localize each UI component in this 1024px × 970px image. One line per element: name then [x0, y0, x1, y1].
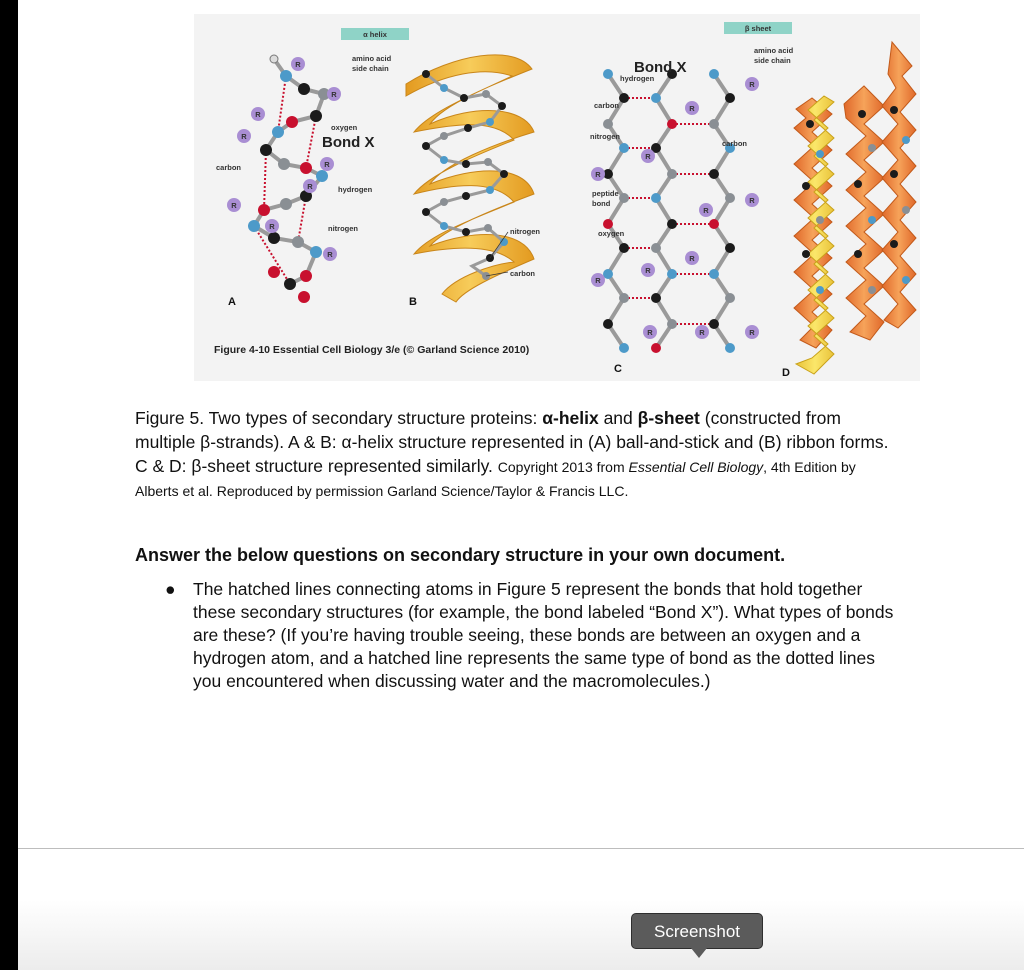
svg-text:R: R	[595, 276, 601, 285]
beta-sheet-tag-text: β sheet	[744, 24, 772, 33]
svg-text:R: R	[241, 132, 247, 141]
caption-text-1: Figure 5. Two types of secondary structure proteins:	[135, 408, 543, 428]
bottom-fade	[18, 900, 1024, 970]
hbond-1	[278, 76, 286, 132]
figure-caption	[135, 406, 895, 502]
label-hydrogen-c: hydrogen	[620, 74, 655, 83]
svg-text:R: R	[689, 104, 695, 113]
svg-text:R: R	[749, 80, 755, 89]
svg-text:R: R	[255, 110, 261, 119]
helix-ribbon	[406, 55, 534, 302]
svg-text:R: R	[269, 222, 275, 231]
page-divider	[18, 848, 1024, 849]
svg-text:R: R	[749, 196, 755, 205]
bullet-dot-icon: ●	[165, 579, 176, 599]
questions-list	[135, 578, 905, 693]
label-amino-acid-a: amino acid	[352, 54, 392, 63]
hbond-3	[264, 150, 266, 210]
caption-and: and	[598, 408, 638, 428]
label-carbon-a: carbon	[216, 163, 242, 172]
label-side-chain-a: side chain	[352, 64, 389, 73]
panel-letter-d: D	[782, 367, 790, 379]
svg-text:R: R	[689, 254, 695, 263]
strand-c1	[608, 74, 624, 348]
label-side-chain-d: side chain	[754, 56, 791, 65]
strand-c2	[656, 74, 672, 348]
label-carbon-c-left: carbon	[594, 101, 620, 110]
panel-c-ball-stick	[590, 59, 759, 375]
label-bond-x-a: Bond X	[322, 134, 375, 151]
svg-text:R: R	[307, 182, 313, 191]
svg-text:R: R	[324, 160, 330, 169]
caption-book-title: Essential Cell Biology	[628, 459, 764, 475]
label-carbon-c-right: carbon	[722, 139, 748, 148]
svg-text:R: R	[327, 250, 333, 259]
question-text: The hatched lines connecting atoms in Figure 5 represent the bonds that hold together these secondary structures (for example, the bond labeled “Bond X”). What types of bonds are these? (If you’re having trouble seeing, these bonds are between an oxygen and a hydrogen atom, and a hatched line represents the same type of bond as the dotted lines you encountered when discussing water and the macromolecules.)	[193, 579, 894, 691]
document-page	[18, 0, 1024, 970]
figure-5	[194, 14, 920, 381]
beta-arrow-3	[844, 86, 884, 340]
panel-b-ribbon	[406, 55, 540, 308]
panel-a-ball-stick	[216, 28, 409, 308]
caption-text-2: (constructed from multiple β-strands). A & B: α-helix structure represented in (A) ball-and-stick and (B) ribbon forms. C & D: β-sheet structure represented similarly.	[135, 408, 889, 476]
figure-credit: Figure 4-10 Essential Cell Biology 3/e (© Garland Science 2010)	[214, 344, 530, 356]
figure-illustration	[194, 14, 920, 381]
panel-letter-b: B	[409, 296, 417, 308]
questions-heading: Answer the below questions on secondary structure in your own document.	[135, 545, 786, 565]
question-item	[135, 578, 905, 693]
label-bond-x-c: Bond X	[634, 59, 687, 76]
screenshot-button[interactable]: Screenshot	[631, 913, 763, 949]
svg-text:R: R	[699, 328, 705, 337]
label-nitrogen-a: nitrogen	[328, 224, 358, 233]
svg-text:R: R	[331, 90, 337, 99]
caption-beta-sheet: β-sheet	[637, 408, 700, 428]
label-carbon-b: carbon	[510, 269, 536, 278]
label-bond-c: bond	[592, 199, 611, 208]
label-hydrogen-a: hydrogen	[338, 185, 373, 194]
label-oxygen-a: oxygen	[331, 123, 358, 132]
label-nitrogen-b: nitrogen	[510, 227, 540, 236]
label-peptide-c: peptide	[592, 189, 619, 198]
svg-text:R: R	[645, 152, 651, 161]
hbond-4	[298, 196, 306, 242]
strand-c3	[714, 74, 730, 348]
caption-alpha-helix: α-helix	[542, 408, 599, 428]
label-oxygen-c: oxygen	[598, 229, 625, 238]
svg-text:R: R	[295, 60, 301, 69]
label-nitrogen-c: nitrogen	[590, 132, 620, 141]
beta-arrow-4	[882, 42, 916, 328]
alpha-helix-tag-text: α helix	[363, 30, 387, 39]
label-amino-acid-d: amino acid	[754, 46, 794, 55]
svg-text:R: R	[645, 266, 651, 275]
panel-letter-a: A	[228, 296, 236, 308]
svg-text:R: R	[231, 201, 237, 210]
svg-text:R: R	[647, 328, 653, 337]
caption-edition: , 4th Edition by Alberts et al. Reproduced by permission Garland Science/Taylor & Francis LLC.	[135, 459, 856, 499]
caption-copyright: Copyright 2013 from	[497, 459, 629, 475]
panel-letter-c: C	[614, 363, 622, 375]
screenshot-tooltip-pointer	[691, 948, 707, 958]
svg-text:R: R	[703, 206, 709, 215]
hbond-2	[306, 116, 316, 168]
svg-text:R: R	[749, 328, 755, 337]
svg-text:R: R	[595, 170, 601, 179]
atoms-c	[603, 69, 735, 353]
